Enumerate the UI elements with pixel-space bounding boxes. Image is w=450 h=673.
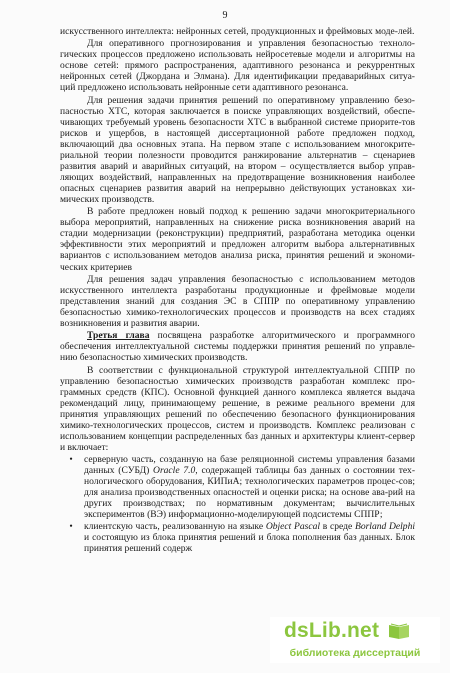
list-item-text: в среде [320,521,355,533]
list-item-client [60,521,415,554]
book-icon [388,622,410,645]
page-body [60,26,415,555]
watermark-tagline: библиотека диссертаций [289,647,421,659]
paragraph-third-chapter [60,330,415,363]
chapter-description: посвящена разработке алгоритмического и программного обеспечения интеллектуальной системы поддержки принятия решений по управле-нию безопасностью химических производств. [60,330,415,364]
watermark-brand: dsLib.net [284,619,380,642]
product-name: Oracle 7.0 [153,465,196,477]
watermark-logo [270,617,440,663]
chapter-label: Третья глава [87,330,150,342]
paragraph-software-complex: В соответствии с функциональной структурой интеллектуальной СППР по управлению безопасностью химических производств разработан комплекс про-граммных средств (КПС). Основной функцией данного комплекса является выдача рекомендаций лицу, принимающему решение, в режиме реального времени для принятия управляющих решений по обеспечению безопасного функционирования химико-технологических процессов, систем и производств. Комплекс реализован с использованием концепции распределенных баз данных и архитектуры клиент-сервер и включает: [60,364,415,453]
paragraph-multicriteria-approach: В работе предложен новый подход к решению задачи многокритериального выбора мероприятий, направленных на снижение риска возникновения аварий на стадии модернизации (реконструкции) предприятий, разработана методика оценки эффективности этих мероприятий и предложен алгоритм выбора альтернативных вариантов с использованием методов анализа риска, принятия решений и экономи-ческих критериев [60,206,415,273]
list-item-text: , содержащей таблицы баз данных о состоянии тех-нологического оборудования, КИПиА; технологических параметров процес-сов; для анализа производственных опасностей и оценки риска; на основе ава-рий на других производствах; по нормативным документам; вычислительных экспериментов (ВЭ) информационно-моделирующей подсистемы СППР; [84,465,415,521]
bullet-icon: • [69,521,73,533]
product-name: Borland Delphi [354,521,416,533]
paragraph-knowledge-models: Для решения задач управления безопасностью с использованием методов искусственного интеллекта разработаны продукционные и фреймовые модели представления знаний для создания ЭС в СППР по оперативному управлению безопасностью химико-технологических процессов и производств на всех стадиях возникновения и развития аварии. [60,273,415,329]
paragraph-neural-networks: Для оперативного прогнозирования и управления безопасностью техноло-гических процессов предложено использовать нейросетевые модели и алгоритмы на основе сетей: прямого распространения, адаптивного резонанса и рекуррентных нейронных сетей (Джордана и Элмана). Для идентификации предаварийных ситуа-ций предложено использовать нейронные сети адаптивного резонанса. [60,38,415,94]
list-item-server [60,454,415,520]
page-number: 9 [222,10,228,21]
paragraph-decision-making: Для решения задачи принятия решений по оперативному управлению безо-пасностью ХТС, которая заключается в поиске управляющих воздействий, обеспе-чивающих требуемый уровень безопасности ХТС в выбранной системе приорите-тов рисков и ущербов, в настоящей диссертационной работе предложен подход, включающий два основных этапа. На первом этапе с использованием многокрите-риальной теории полезности проводится ранжирование альтернатив – сценариев развития аварий и аварийных ситуаций, на втором – осуществляется выбор управ-ляющих воздействий, направленных на предотвращение возникновения наиболее опасных сценариев развития аварий на непрерывно действующих установках хи-мических производств. [60,94,415,206]
list-item-text: и состоящую из блока принятия решений и блока пополнения баз данных. Блок принятия решений содерж [84,532,415,555]
list-item-text: серверную часть, созданную на базе реляционной системы управления базами данных (СУБД) [84,454,415,477]
component-list [60,454,415,554]
watermark-logo-row [284,619,410,645]
list-item-text: клиентскую часть, реализованную на языке [84,521,266,533]
bullet-icon: • [69,454,73,466]
paragraph-intro-continuation: искусственного интеллекта: нейронных сетей, продукционных и фреймовых моде-лей. [60,26,415,37]
product-name: Object Pascal [265,521,321,533]
